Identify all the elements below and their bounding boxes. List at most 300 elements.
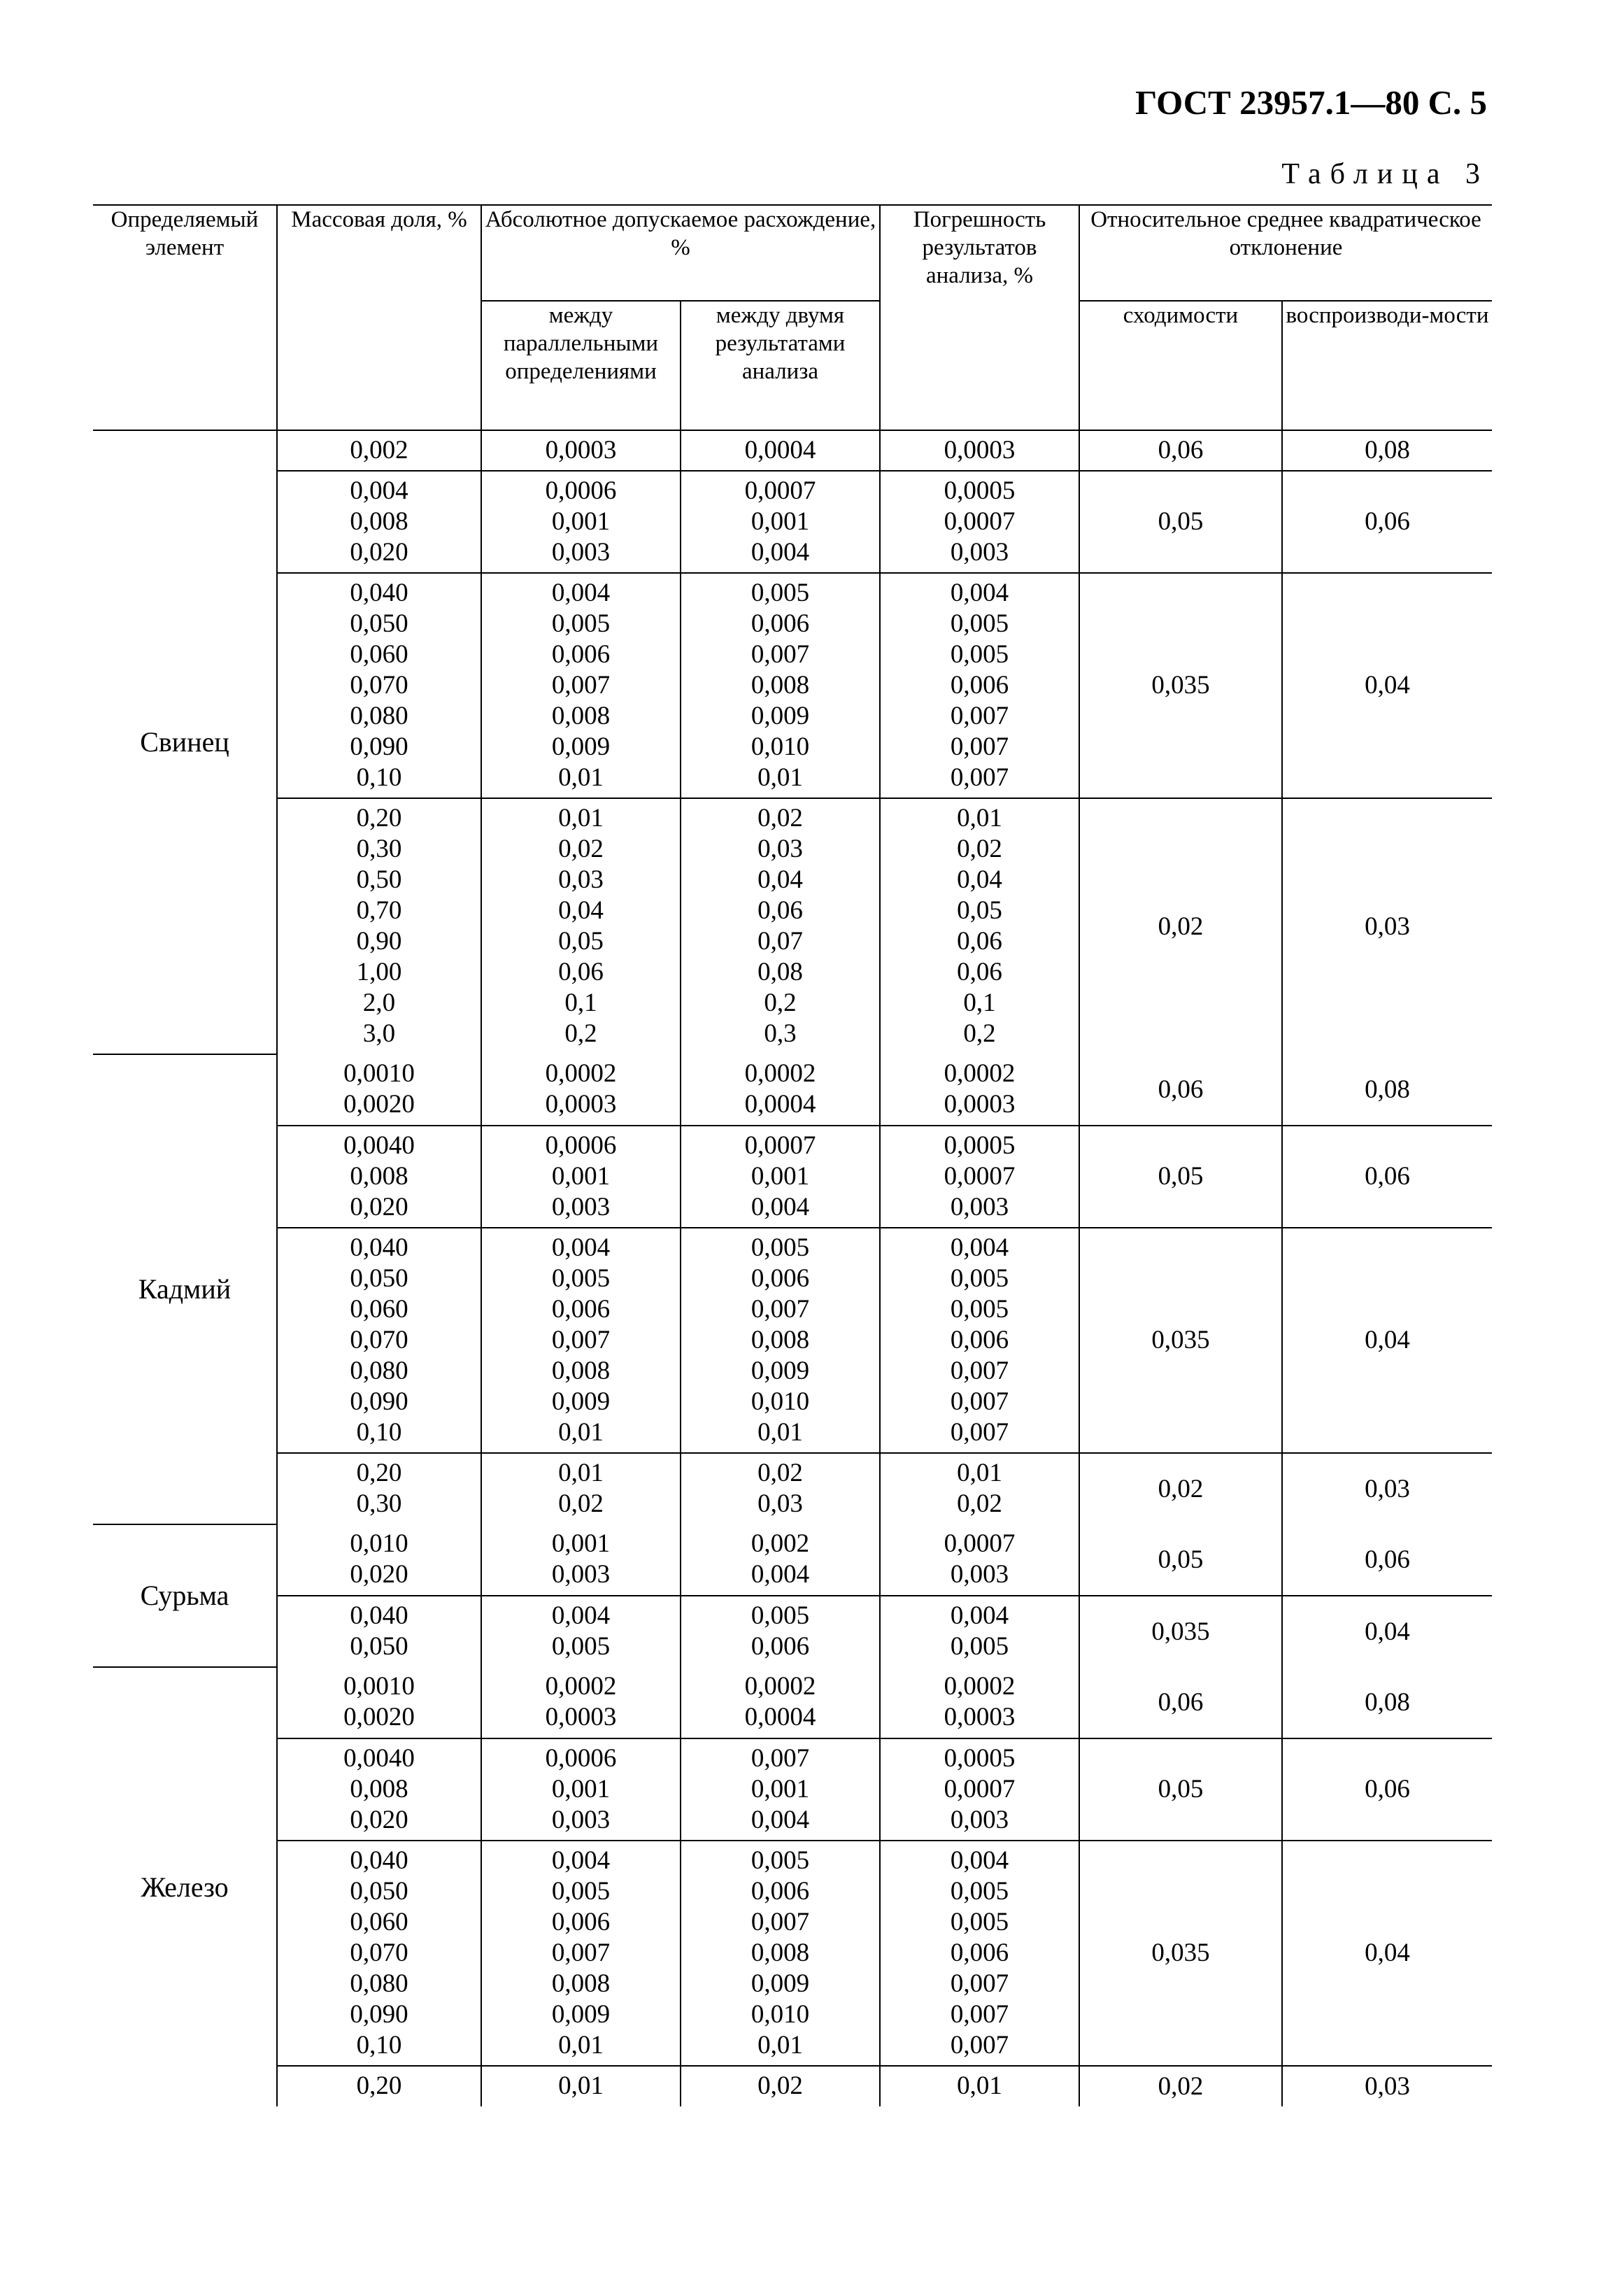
value-cell: [681, 1126, 880, 1228]
value-text: 0,004: [950, 579, 1009, 607]
table-label: Таблица 3: [1281, 158, 1489, 190]
value-text: 0,005: [950, 640, 1009, 669]
value-text: 0,03: [558, 865, 604, 894]
convergence-value: 0,02: [1079, 2066, 1282, 2106]
data-table: [93, 204, 1492, 2106]
value-text: 0,02: [757, 804, 803, 832]
value-cell: [681, 1841, 880, 2066]
value-text: 0,002: [750, 1529, 810, 1558]
value-text: 0,008: [551, 1356, 611, 1385]
col-header-rel-group: Относительное среднее квадратическое отклонение: [1079, 205, 1492, 301]
value-text: 0,004: [750, 538, 810, 567]
reproducibility-value: 0,04: [1282, 1841, 1492, 2066]
value-text: 0,0002: [944, 1672, 1016, 1701]
value-text: 0,0006: [545, 1131, 617, 1160]
value-cell: [481, 1738, 681, 1841]
col-header-abs-group: Абсолютное допускаемое расхождение, %: [481, 205, 880, 301]
value-text: 0,007: [950, 1418, 1009, 1447]
value-text: 0,090: [350, 732, 408, 761]
convergence-value: 0,035: [1079, 1228, 1282, 1453]
convergence-value: 0,06: [1079, 1054, 1282, 1126]
value-cell: [277, 1596, 481, 1667]
value-text: 0,2: [564, 1019, 597, 1048]
reproducibility-value: 0,03: [1282, 2066, 1492, 2106]
element-name: Кадмий: [93, 1054, 277, 1524]
value-text: 0,070: [350, 1326, 408, 1354]
value-text: 0,2: [963, 1019, 996, 1048]
value-text: 0,020: [350, 1560, 408, 1589]
value-text: 0,04: [957, 865, 1002, 894]
value-text: 0,003: [950, 1806, 1009, 1834]
value-cell: [277, 573, 481, 798]
value-text: 0,0004: [744, 436, 816, 465]
value-cell: [681, 798, 880, 1054]
value-cell: [481, 430, 681, 471]
value-text: 0,003: [950, 1193, 1009, 1221]
value-text: 0,006: [750, 1632, 810, 1661]
table-row: [93, 1054, 1492, 1126]
value-text: 0,020: [350, 1806, 408, 1834]
value-text: 0,005: [950, 1632, 1009, 1661]
element-name: Свинец: [93, 430, 277, 1054]
value-text: 0,05: [558, 927, 604, 956]
value-cell: [481, 573, 681, 798]
value-text: 0,20: [356, 2071, 402, 2100]
value-text: 0,005: [750, 1233, 810, 1262]
value-text: 0,006: [750, 1877, 810, 1906]
value-text: 0,080: [350, 1969, 408, 1998]
reproducibility-value: 0,03: [1282, 798, 1492, 1054]
value-cell: [481, 471, 681, 573]
value-text: 0,02: [757, 2071, 803, 2100]
value-text: 0,04: [558, 896, 604, 925]
value-text: 0,005: [551, 1264, 611, 1293]
convergence-value: 0,06: [1079, 1667, 1282, 1738]
value-text: 0,30: [356, 835, 402, 863]
value-text: 0,050: [350, 1877, 408, 1906]
value-text: 0,070: [350, 1939, 408, 1967]
value-text: 0,020: [350, 1193, 408, 1221]
value-text: 0,007: [551, 671, 611, 700]
value-cell: [681, 1054, 880, 1126]
value-text: 0,0010: [343, 1672, 415, 1701]
value-cell: [880, 430, 1079, 471]
element-name: Сурьма: [93, 1524, 277, 1667]
value-text: 0,0040: [343, 1131, 415, 1160]
value-text: 0,004: [950, 1233, 1009, 1262]
value-text: 0,005: [950, 1877, 1009, 1906]
value-text: 0,007: [950, 1387, 1009, 1416]
value-text: 0,005: [950, 1295, 1009, 1324]
value-text: 0,004: [950, 1601, 1009, 1630]
value-text: 0,02: [957, 835, 1002, 863]
value-text: 0,009: [551, 2000, 611, 2029]
value-text: 0,0003: [944, 1090, 1016, 1119]
value-text: 0,07: [757, 927, 803, 956]
value-cell: [681, 1596, 880, 1667]
value-text: 0,060: [350, 1908, 408, 1936]
value-text: 0,007: [551, 1939, 611, 1967]
value-text: 0,007: [750, 1908, 810, 1936]
convergence-value: 0,035: [1079, 1596, 1282, 1667]
value-text: 0,060: [350, 640, 408, 669]
reproducibility-value: 0,06: [1282, 1126, 1492, 1228]
value-text: 0,010: [750, 1387, 810, 1416]
value-text: 0,080: [350, 1356, 408, 1385]
value-text: 0,050: [350, 609, 408, 638]
value-text: 0,002: [350, 436, 408, 465]
value-cell: [277, 1228, 481, 1453]
value-text: 0,008: [750, 671, 810, 700]
table-row: [93, 573, 1492, 798]
value-text: 0,20: [356, 1459, 402, 1487]
value-cell: [481, 1228, 681, 1453]
col-header-reproducibility: воспроизводи-мости: [1282, 301, 1492, 430]
reproducibility-value: 0,04: [1282, 1596, 1492, 1667]
value-text: 0,008: [350, 507, 408, 536]
table-row: [93, 798, 1492, 1054]
value-cell: [880, 573, 1079, 798]
value-text: 0,0006: [545, 1744, 617, 1773]
value-text: 0,050: [350, 1264, 408, 1293]
table-row: [93, 1596, 1492, 1667]
value-text: 0,08: [757, 958, 803, 986]
convergence-value: 0,06: [1079, 430, 1282, 471]
value-text: 0,0003: [944, 436, 1016, 465]
value-text: 0,004: [350, 476, 408, 505]
col-header-error: Погрешность результатов анализа, %: [880, 205, 1079, 430]
value-text: 0,0003: [545, 1703, 617, 1731]
value-cell: [277, 2066, 481, 2106]
value-text: 0,90: [356, 927, 402, 956]
value-cell: [481, 1596, 681, 1667]
value-text: 0,008: [750, 1326, 810, 1354]
reproducibility-value: 0,04: [1282, 1228, 1492, 1453]
value-text: 0,007: [750, 640, 810, 669]
value-cell: [481, 1126, 681, 1228]
value-text: 0,01: [558, 2031, 604, 2060]
value-text: 0,008: [350, 1162, 408, 1191]
value-cell: [481, 1667, 681, 1738]
value-text: 0,003: [551, 1806, 611, 1834]
table-row: [93, 471, 1492, 573]
value-text: 0,007: [950, 1356, 1009, 1385]
value-text: 0,009: [750, 1969, 810, 1998]
value-text: 0,0010: [343, 1059, 415, 1088]
value-cell: [277, 1054, 481, 1126]
value-text: 0,0005: [944, 476, 1016, 505]
value-text: 0,003: [551, 538, 611, 567]
col-header-mass: Массовая доля, %: [277, 205, 481, 430]
value-text: 0,70: [356, 896, 402, 925]
value-text: 0,0002: [744, 1672, 816, 1701]
value-cell: [880, 1841, 1079, 2066]
table-row: [93, 2066, 1492, 2106]
value-text: 0,20: [356, 804, 402, 832]
value-text: 0,008: [750, 1939, 810, 1967]
value-text: 0,10: [356, 2031, 402, 2060]
value-cell: [481, 1524, 681, 1596]
table-row: [93, 1738, 1492, 1841]
value-cell: [481, 1054, 681, 1126]
value-text: 0,03: [757, 835, 803, 863]
value-text: 0,010: [350, 1529, 408, 1558]
value-text: 0,005: [551, 1632, 611, 1661]
table-row: [93, 430, 1492, 471]
value-text: 0,003: [950, 538, 1009, 567]
value-text: 0,040: [350, 579, 408, 607]
value-text: 0,004: [551, 1846, 611, 1875]
value-text: 0,007: [551, 1326, 611, 1354]
value-text: 0,007: [950, 702, 1009, 730]
value-text: 0,008: [551, 702, 611, 730]
element-name: Железо: [141, 1871, 229, 1903]
value-text: 0,005: [950, 1264, 1009, 1293]
value-cell: [277, 430, 481, 471]
value-text: 0,1: [963, 988, 996, 1017]
value-text: 0,01: [558, 804, 604, 832]
value-text: 0,0007: [944, 507, 1016, 536]
value-text: 0,007: [950, 732, 1009, 761]
value-text: 0,090: [350, 2000, 408, 2029]
value-text: 0,0002: [944, 1059, 1016, 1088]
value-text: 0,006: [750, 609, 810, 638]
value-text: 0,01: [957, 2071, 1002, 2100]
value-text: 0,0002: [545, 1059, 617, 1088]
value-text: 0,01: [957, 1459, 1002, 1487]
value-text: 0,01: [957, 804, 1002, 832]
value-text: 0,004: [551, 579, 611, 607]
value-text: 0,003: [950, 1560, 1009, 1589]
value-text: 0,06: [957, 958, 1002, 986]
value-text: 0,005: [551, 1877, 611, 1906]
value-text: 0,040: [350, 1846, 408, 1875]
value-cell: [880, 1667, 1079, 1738]
value-cell: [277, 1453, 481, 1524]
value-text: 0,005: [750, 1601, 810, 1630]
value-cell: [681, 1453, 880, 1524]
value-text: 0,3: [764, 1019, 797, 1048]
convergence-value: 0,035: [1079, 1841, 1282, 2066]
value-text: 0,01: [757, 763, 803, 792]
value-text: 1,00: [356, 958, 402, 986]
table-row: [93, 1228, 1492, 1453]
value-cell: [880, 1596, 1079, 1667]
value-text: 0,0007: [744, 1131, 816, 1160]
value-text: 0,04: [757, 865, 803, 894]
reproducibility-value: 0,08: [1282, 1667, 1492, 1738]
value-text: 0,005: [750, 579, 810, 607]
value-text: 0,01: [558, 763, 604, 792]
value-text: 0,090: [350, 1387, 408, 1416]
value-cell: [880, 1524, 1079, 1596]
value-text: 0,0003: [545, 1090, 617, 1119]
value-text: 0,004: [750, 1193, 810, 1221]
value-text: 0,070: [350, 671, 408, 700]
value-cell: [880, 798, 1079, 1054]
value-cell: [481, 798, 681, 1054]
value-cell: [481, 1841, 681, 2066]
value-text: 0,0002: [545, 1672, 617, 1701]
reproducibility-value: 0,08: [1282, 430, 1492, 471]
value-text: 0,0005: [944, 1131, 1016, 1160]
value-text: 0,01: [757, 2031, 803, 2060]
value-text: 0,006: [950, 1939, 1009, 1967]
value-text: 0,006: [950, 671, 1009, 700]
col-header-convergence: сходимости: [1079, 301, 1282, 430]
value-text: 0,007: [950, 1969, 1009, 1998]
reproducibility-value: 0,06: [1282, 471, 1492, 573]
value-text: 0,50: [356, 865, 402, 894]
reproducibility-value: 0,06: [1282, 1524, 1492, 1596]
value-text: 0,008: [350, 1775, 408, 1804]
value-text: 0,06: [957, 927, 1002, 956]
value-text: 0,004: [750, 1806, 810, 1834]
value-cell: [277, 1667, 481, 1738]
value-text: 0,0007: [944, 1529, 1016, 1558]
value-text: 0,0003: [944, 1703, 1016, 1731]
value-text: 0,010: [750, 732, 810, 761]
table-row: [93, 1126, 1492, 1228]
value-cell: [681, 573, 880, 798]
value-text: 0,020: [350, 538, 408, 567]
value-text: 0,0004: [744, 1090, 816, 1119]
value-text: 0,004: [551, 1233, 611, 1262]
value-text: 0,007: [950, 2031, 1009, 2060]
value-cell: [880, 1453, 1079, 1524]
value-cell: [277, 1524, 481, 1596]
value-text: 0,001: [551, 1775, 611, 1804]
value-text: 0,005: [950, 1908, 1009, 1936]
value-text: 0,001: [551, 1162, 611, 1191]
value-text: 0,009: [750, 1356, 810, 1385]
value-text: 0,040: [350, 1233, 408, 1262]
value-text: 0,02: [757, 1459, 803, 1487]
value-text: 0,050: [350, 1632, 408, 1661]
reproducibility-value: 0,03: [1282, 1453, 1492, 1524]
table-row: [93, 1667, 1492, 1738]
table-row: [93, 1524, 1492, 1596]
value-text: 0,30: [356, 1489, 402, 1518]
value-text: 0,009: [750, 702, 810, 730]
value-cell: [681, 1738, 880, 1841]
value-text: 0,05: [957, 896, 1002, 925]
value-text: 0,001: [750, 507, 810, 536]
value-text: 0,0020: [343, 1090, 415, 1119]
value-text: 0,0004: [744, 1703, 816, 1731]
value-text: 0,10: [356, 1418, 402, 1447]
value-cell: [277, 798, 481, 1054]
value-text: 0,06: [558, 958, 604, 986]
value-cell: [481, 2066, 681, 2106]
value-text: 0,005: [950, 609, 1009, 638]
value-cell: [681, 2066, 880, 2106]
table-row: [93, 1841, 1492, 2066]
value-text: 0,0007: [744, 476, 816, 505]
value-text: 0,01: [757, 1418, 803, 1447]
value-text: 0,02: [558, 835, 604, 863]
value-text: 0,0020: [343, 1703, 415, 1731]
value-text: 0,02: [957, 1489, 1002, 1518]
convergence-value: 0,05: [1079, 1738, 1282, 1841]
value-text: 0,003: [551, 1560, 611, 1589]
value-cell: [277, 1841, 481, 2066]
value-cell: [880, 471, 1079, 573]
page-header: ГОСТ 23957.1—80 С. 5: [1135, 83, 1487, 122]
value-text: 0,010: [750, 2000, 810, 2029]
value-text: 0,0007: [944, 1162, 1016, 1191]
value-text: 0,003: [551, 1193, 611, 1221]
convergence-value: 0,02: [1079, 1453, 1282, 1524]
value-text: 0,004: [551, 1601, 611, 1630]
col-header-two-results: между двумя результатами анализа: [681, 301, 880, 430]
value-text: 0,004: [750, 1560, 810, 1589]
value-text: 0,01: [558, 1459, 604, 1487]
reproducibility-value: 0,06: [1282, 1738, 1492, 1841]
value-cell: [681, 430, 880, 471]
value-cell: [681, 1228, 880, 1453]
col-header-parallel: между параллельными определениями: [481, 301, 681, 430]
value-text: 0,001: [750, 1162, 810, 1191]
value-cell: [681, 1524, 880, 1596]
value-cell: [880, 1054, 1079, 1126]
reproducibility-value: 0,08: [1282, 1054, 1492, 1126]
value-text: 0,009: [551, 732, 611, 761]
value-text: 0,2: [764, 988, 797, 1017]
value-text: 2,0: [362, 988, 396, 1017]
value-cell: [681, 1667, 880, 1738]
value-text: 0,004: [950, 1846, 1009, 1875]
value-text: 0,001: [551, 507, 611, 536]
convergence-value: 0,05: [1079, 1126, 1282, 1228]
value-text: 0,006: [551, 1908, 611, 1936]
value-text: 0,01: [558, 2071, 604, 2100]
value-text: 0,0006: [545, 476, 617, 505]
value-cell: [880, 1228, 1079, 1453]
value-text: 0,01: [558, 1418, 604, 1447]
col-header-element: Определяемый элемент: [93, 205, 277, 430]
convergence-value: 0,035: [1079, 573, 1282, 798]
value-cell: [880, 1126, 1079, 1228]
value-cell: [681, 471, 880, 573]
value-text: 0,03: [757, 1489, 803, 1518]
value-text: 0,006: [551, 1295, 611, 1324]
convergence-value: 0,02: [1079, 798, 1282, 1054]
value-text: 0,0002: [744, 1059, 816, 1088]
value-text: 0,001: [551, 1529, 611, 1558]
value-text: 0,005: [551, 609, 611, 638]
reproducibility-value: 0,04: [1282, 573, 1492, 798]
convergence-value: 0,05: [1079, 1524, 1282, 1596]
value-text: 0,005: [750, 1846, 810, 1875]
convergence-value: 0,05: [1079, 471, 1282, 573]
value-text: 0,0005: [944, 1744, 1016, 1773]
value-text: 0,001: [750, 1775, 810, 1804]
value-text: 0,060: [350, 1295, 408, 1324]
value-text: 0,006: [551, 640, 611, 669]
value-cell: [880, 2066, 1079, 2106]
value-text: 0,02: [558, 1489, 604, 1518]
value-text: 0,006: [950, 1326, 1009, 1354]
value-text: 3,0: [362, 1019, 396, 1048]
value-text: 0,0007: [944, 1775, 1016, 1804]
value-text: 0,007: [950, 2000, 1009, 2029]
value-text: 0,008: [551, 1969, 611, 1998]
value-text: 0,040: [350, 1601, 408, 1630]
value-cell: [277, 1126, 481, 1228]
value-text: 0,080: [350, 702, 408, 730]
value-text: 0,1: [564, 988, 597, 1017]
